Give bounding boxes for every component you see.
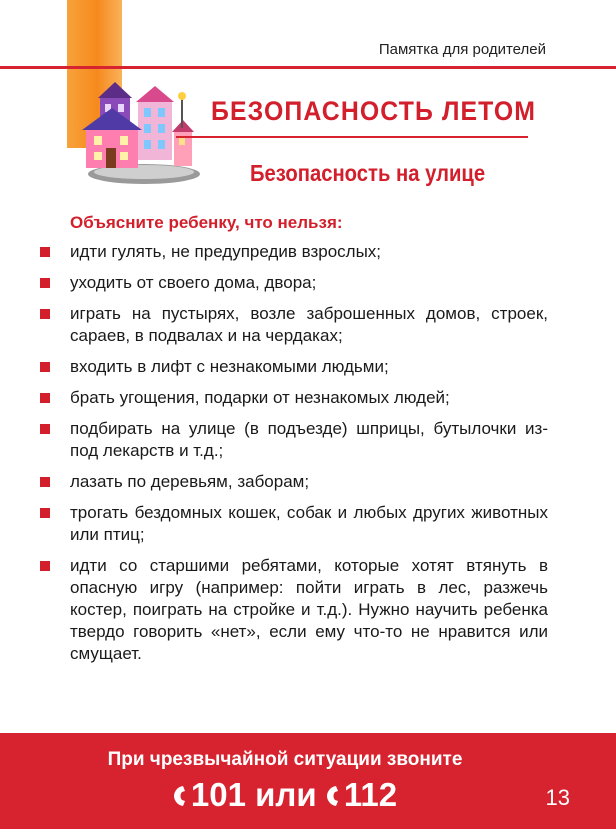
square-bullet-icon — [40, 362, 50, 372]
emergency-number-112: 112 — [343, 776, 398, 813]
square-bullet-icon — [40, 561, 50, 571]
header-label: Памятка для родителей — [378, 41, 546, 58]
list-item: подбирать на улице (в подъезде) шприцы, бутылочки из-под лекарств и т.д.; — [40, 418, 548, 462]
intro-text: Объясните ребенку, что нельзя: — [70, 213, 343, 232]
houses-illustration-icon — [78, 78, 202, 188]
list-item: брать угощения, подарки от незнакомых людей; — [40, 387, 548, 409]
phone-handset-icon — [173, 785, 187, 807]
list-item: уходить от своего дома, двора; — [40, 272, 548, 294]
phone-handset-icon — [326, 785, 340, 807]
square-bullet-icon — [40, 424, 50, 434]
emergency-footer — [0, 733, 616, 829]
emergency-number-101: 101 — [190, 776, 246, 813]
list-item: идти гулять, не предупредив взрослых; — [40, 241, 548, 263]
rules-list — [40, 241, 548, 674]
header-rule — [0, 66, 616, 69]
list-item: трогать бездомных кошек, собак и любых других животных или птиц; — [40, 502, 548, 546]
emergency-or: или — [255, 776, 317, 813]
title-rule — [176, 136, 528, 138]
list-item: входить в лифт с незнакомыми людьми; — [40, 356, 548, 378]
square-bullet-icon — [40, 508, 50, 518]
page-number: 13 — [545, 785, 570, 810]
list-item: играть на пустырях, возле заброшенных домов, строек, сараев, в подвалах и на чердаках; — [40, 303, 548, 347]
square-bullet-icon — [40, 393, 50, 403]
emergency-text: При чрезвычайной ситуации звоните — [107, 749, 463, 770]
list-item: идти со старшими ребятами, которые хотят втянуть в опасную игру (например: пойти играть в лес, разжечь костер, поиграть на стройке и т.д.). Нужно научить ребенка твердо говорить «нет», если ему что-то не нравится или смущает. — [40, 555, 548, 665]
list-item: лазать по деревьям, заборам; — [40, 471, 548, 493]
square-bullet-icon — [40, 247, 50, 257]
square-bullet-icon — [40, 309, 50, 319]
square-bullet-icon — [40, 477, 50, 487]
emergency-numbers — [0, 776, 570, 814]
page-title: БЕЗОПАСНОСТЬ ЛЕТОМ — [211, 96, 537, 126]
page-subtitle: Безопасность на улице — [250, 160, 486, 186]
square-bullet-icon — [40, 278, 50, 288]
